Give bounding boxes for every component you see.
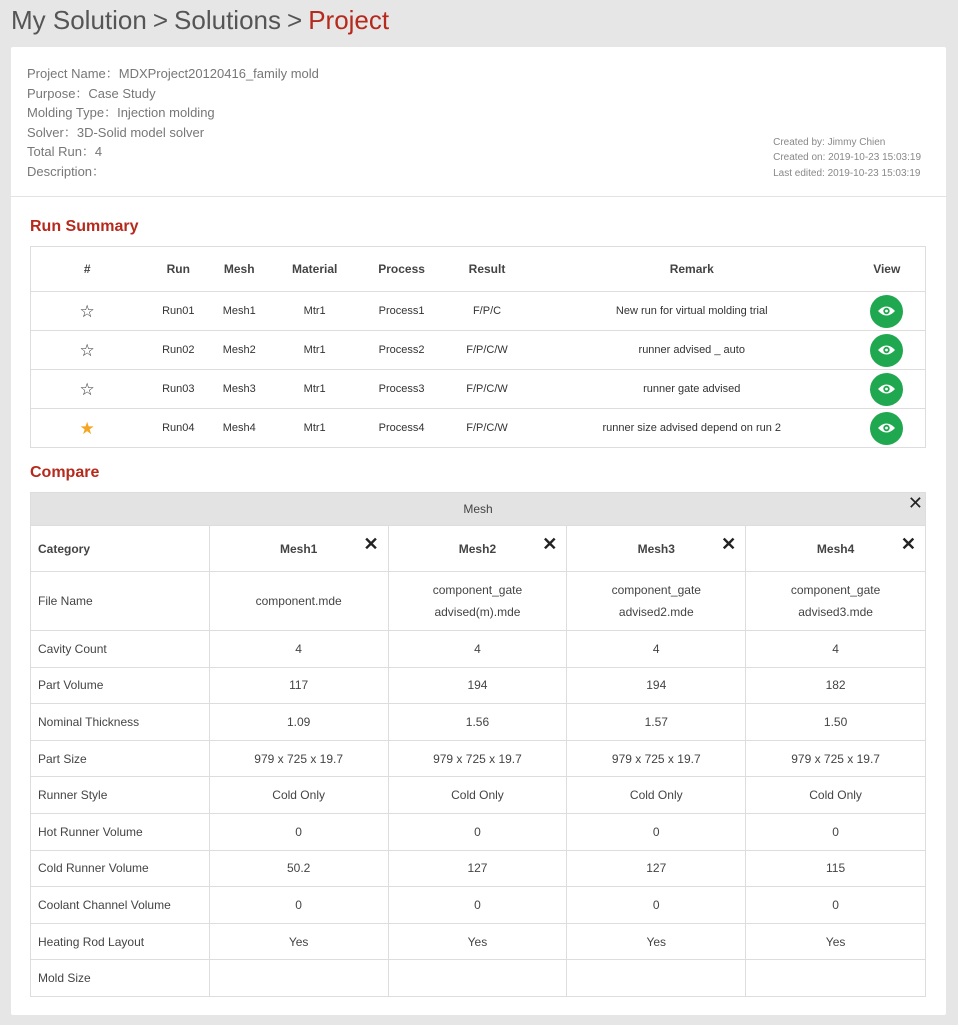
breadcrumb-solutions[interactable]: Solutions (174, 5, 281, 35)
value-cell: 0 (209, 813, 388, 850)
view-button[interactable] (870, 373, 903, 406)
value-cell (746, 960, 926, 997)
value-cell: 1.57 (567, 704, 746, 741)
file-name-cell (209, 572, 388, 631)
value-cell: 115 (746, 850, 926, 887)
compare-group-header (31, 493, 926, 526)
table-row (31, 370, 926, 409)
project-card (11, 47, 946, 1015)
value-cell: 979 x 725 x 19.7 (746, 740, 926, 777)
row-label: Part Volume (31, 667, 210, 704)
col-header-remark: Remark (535, 247, 849, 292)
compare-table (30, 492, 926, 997)
process-cell: Process4 (364, 409, 439, 448)
eye-icon (877, 304, 896, 318)
file-name-line: advised3.mde (798, 605, 873, 619)
project-name-row (27, 64, 319, 84)
view-cell (849, 370, 926, 409)
row-label: Coolant Channel Volume (31, 887, 210, 924)
star-cell (31, 292, 144, 331)
value-cell: 4 (388, 631, 567, 668)
value-cell (209, 960, 388, 997)
row-label: Runner Style (31, 777, 210, 814)
view-button[interactable] (870, 334, 903, 367)
value-cell: 0 (388, 887, 567, 924)
value-cell: 194 (388, 667, 567, 704)
compare-col-mesh1 (209, 526, 388, 572)
col-header-index: # (31, 247, 144, 292)
project-info (27, 64, 319, 182)
run-summary-header (31, 247, 926, 292)
project-meta (773, 135, 921, 181)
value-cell: 4 (209, 631, 388, 668)
result-cell: F/P/C/W (439, 331, 535, 370)
col-header-process: Process (364, 247, 439, 292)
close-icon[interactable]: ✕ (721, 534, 737, 554)
row-label: Part Size (31, 740, 210, 777)
run-cell: Run01 (143, 292, 213, 331)
value-cell: 979 x 725 x 19.7 (388, 740, 567, 777)
file-name-cell (567, 572, 746, 631)
table-row (31, 409, 926, 448)
row-label: Nominal Thickness (31, 704, 210, 741)
created-on: Created on: 2019-10-23 15:03:19 (773, 152, 921, 164)
solver-value: 3D-Solid model solver (76, 124, 205, 140)
value-cell: Yes (209, 923, 388, 960)
file-name-cell (746, 572, 926, 631)
table-row (31, 850, 926, 887)
run-cell: Run03 (143, 370, 213, 409)
total-run-label: Total Run： (27, 144, 95, 160)
category-header: Category (31, 526, 210, 572)
table-row (31, 923, 926, 960)
remark-cell: runner size advised depend on run 2 (535, 409, 849, 448)
run-summary-title: Run Summary (30, 218, 139, 235)
table-row (31, 631, 926, 668)
remark-cell: runner gate advised (535, 370, 849, 409)
table-row (31, 740, 926, 777)
material-cell: Mtr1 (265, 409, 364, 448)
star-cell (31, 409, 144, 448)
table-row (31, 704, 926, 741)
compare-col-mesh3 (567, 526, 746, 572)
file-name-cell (388, 572, 567, 631)
row-label: Mold Size (31, 960, 210, 997)
last-edited: Last edited: 2019-10-23 15:03:19 (773, 167, 921, 179)
value-cell: 0 (388, 813, 567, 850)
result-cell: F/P/C/W (439, 370, 535, 409)
breadcrumb-separator: > (152, 5, 169, 35)
solver-row (27, 123, 319, 143)
compare-title: Compare (30, 464, 100, 481)
purpose-row (27, 84, 319, 104)
row-label: Cold Runner Volume (31, 850, 210, 887)
table-row (31, 292, 926, 331)
created-by: Created by: Jimmy Chien (773, 137, 886, 148)
divider (11, 196, 946, 197)
compare-col-label: Mesh2 (458, 541, 497, 556)
table-row (31, 813, 926, 850)
compare-col-mesh2 (388, 526, 567, 572)
value-cell: 979 x 725 x 19.7 (209, 740, 388, 777)
material-cell: Mtr1 (265, 331, 364, 370)
value-cell: 182 (746, 667, 926, 704)
compare-col-label: Mesh1 (279, 541, 318, 556)
value-cell: 1.50 (746, 704, 926, 741)
value-cell: 50.2 (209, 850, 388, 887)
purpose-value: Case Study (88, 85, 156, 101)
result-cell: F/P/C/W (439, 409, 535, 448)
value-cell: 4 (746, 631, 926, 668)
description-row (27, 162, 319, 182)
value-cell: 1.09 (209, 704, 388, 741)
value-cell: Cold Only (746, 777, 926, 814)
file-name-line: advised(m).mde (434, 605, 521, 619)
col-header-run: Run (143, 247, 213, 292)
row-label: Cavity Count (31, 631, 210, 668)
col-header-mesh: Mesh (213, 247, 265, 292)
total-run-value: 4 (94, 144, 103, 160)
value-cell: 127 (388, 850, 567, 887)
molding-type-label: Molding Type： (27, 105, 118, 121)
view-button[interactable] (870, 412, 903, 445)
value-cell: 0 (746, 813, 926, 850)
value-cell: 127 (567, 850, 746, 887)
mesh-cell: Mesh3 (213, 370, 265, 409)
file-name-line: component_gate (790, 583, 881, 597)
project-name-value: MDXProject20120416_family mold (118, 66, 319, 81)
breadcrumb-project: Project (308, 5, 390, 35)
value-cell: Yes (567, 923, 746, 960)
description-label: Description： (27, 163, 106, 179)
remark-cell: New run for virtual molding trial (535, 292, 849, 331)
compare-col-label: Mesh4 (816, 541, 855, 556)
value-cell: 0 (567, 813, 746, 850)
table-row (31, 777, 926, 814)
view-cell (849, 292, 926, 331)
close-icon[interactable]: ✕ (542, 534, 558, 554)
breadcrumb-my-solution[interactable]: My Solution (11, 5, 147, 35)
eye-icon (877, 343, 896, 357)
mesh-cell: Mesh4 (213, 409, 265, 448)
value-cell: Yes (388, 923, 567, 960)
star-cell (31, 370, 144, 409)
run-summary-table (30, 246, 926, 448)
molding-type-value: Injection molding (117, 105, 215, 121)
total-run-row (27, 142, 319, 162)
row-label: Heating Rod Layout (31, 923, 210, 960)
star-outline-icon[interactable]: ☆ (79, 301, 95, 321)
star-cell (31, 331, 144, 370)
table-row (31, 887, 926, 924)
eye-icon (877, 421, 896, 435)
value-cell: 0 (567, 887, 746, 924)
breadcrumb-separator: > (287, 5, 303, 35)
file-name-line: component_gate (432, 583, 523, 597)
col-header-result: Result (439, 247, 535, 292)
row-label: Hot Runner Volume (31, 813, 210, 850)
file-name-line: component.mde (255, 594, 342, 608)
eye-icon (877, 382, 896, 396)
col-header-material: Material (265, 247, 364, 292)
mesh-cell: Mesh1 (213, 292, 265, 331)
material-cell: Mtr1 (265, 370, 364, 409)
process-cell: Process2 (364, 331, 439, 370)
value-cell: Cold Only (388, 777, 567, 814)
view-cell (849, 409, 926, 448)
molding-type-row (27, 103, 319, 123)
compare-col-mesh4 (746, 526, 926, 572)
value-cell: 0 (209, 887, 388, 924)
table-row (31, 960, 926, 997)
view-cell (849, 331, 926, 370)
compare-group-row (31, 493, 926, 526)
process-cell: Process1 (364, 292, 439, 331)
table-row (31, 667, 926, 704)
value-cell: Cold Only (567, 777, 746, 814)
solver-label: Solver： (27, 124, 77, 140)
mesh-cell: Mesh2 (213, 331, 265, 370)
run-cell: Run02 (143, 331, 213, 370)
breadcrumb (11, 3, 389, 37)
view-button[interactable] (870, 295, 903, 328)
table-row (31, 572, 926, 631)
compare-column-header-row (31, 526, 926, 572)
value-cell (388, 960, 567, 997)
value-cell: 979 x 725 x 19.7 (567, 740, 746, 777)
row-label: File Name (31, 572, 210, 631)
run-cell: Run04 (143, 409, 213, 448)
value-cell: 4 (567, 631, 746, 668)
compare-col-label: Mesh3 (637, 541, 675, 556)
value-cell: 117 (209, 667, 388, 704)
value-cell: 1.56 (388, 704, 567, 741)
table-row (31, 331, 926, 370)
remark-cell: runner advised _ auto (535, 331, 849, 370)
star-outline-icon[interactable]: ☆ (79, 340, 95, 360)
value-cell (567, 960, 746, 997)
value-cell: 194 (567, 667, 746, 704)
value-cell: Cold Only (209, 777, 388, 814)
close-icon[interactable]: ✕ (363, 534, 379, 554)
file-name-line: component_gate (611, 583, 701, 597)
material-cell: Mtr1 (265, 292, 364, 331)
project-name-label: Project Name： (27, 66, 119, 81)
star-outline-icon[interactable]: ☆ (79, 379, 95, 399)
value-cell: Yes (746, 923, 926, 960)
file-name-line: advised2.mde (618, 605, 694, 619)
close-icon[interactable]: ✕ (907, 493, 923, 513)
star-filled-icon[interactable]: ★ (79, 418, 95, 438)
process-cell: Process3 (364, 370, 439, 409)
value-cell: 0 (746, 887, 926, 924)
result-cell: F/P/C (439, 292, 535, 331)
col-header-view: View (849, 247, 926, 292)
compare-group-label: Mesh (463, 502, 493, 516)
close-icon[interactable]: ✕ (900, 534, 916, 554)
purpose-label: Purpose： (27, 85, 89, 101)
